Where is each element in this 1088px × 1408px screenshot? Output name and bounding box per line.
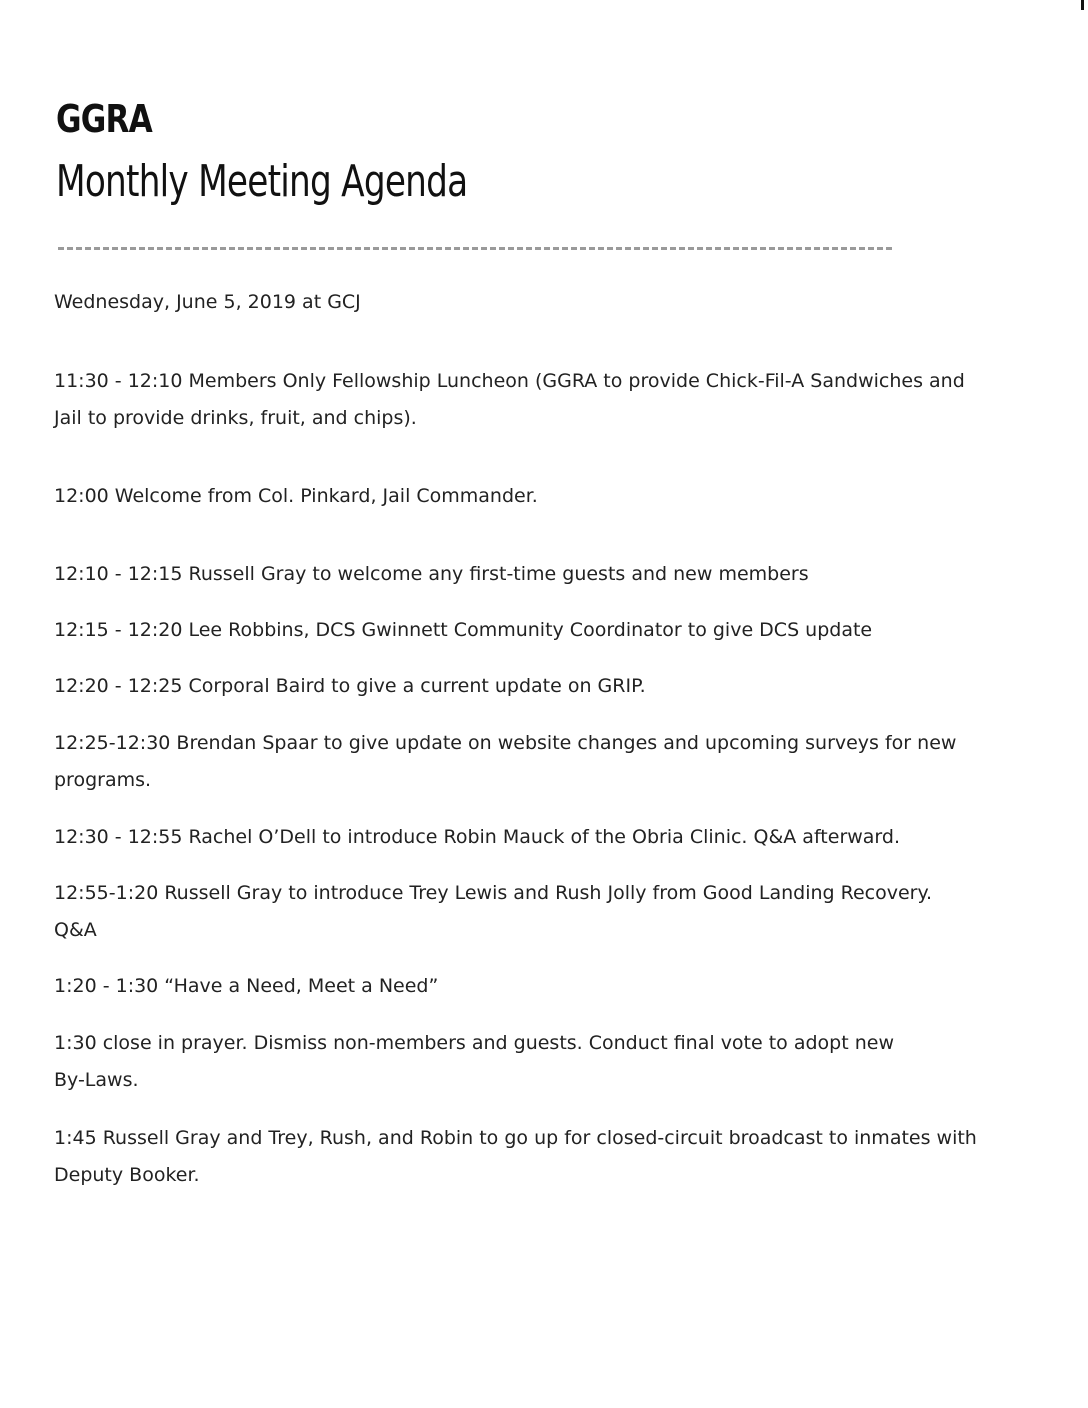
agenda-item-11-line-1: 1:45 Russell Gray and Trey, Rush, and Robin to go up for closed-circuit broadcast to inmates with: [54, 1127, 977, 1149]
agenda-item-2: 12:00 Welcome from Col. Pinkard, Jail Commander.: [54, 485, 538, 507]
agenda-item-10-line-1: 1:30 close in prayer. Dismiss non-members and guests. Conduct final vote to adopt new: [54, 1032, 894, 1054]
agenda-item-1-line-1: 11:30 - 12:10 Members Only Fellowship Luncheon (GGRA to provide Chick-Fil-A Sandwiches and: [54, 370, 965, 392]
agenda-item-6-line-2: programs.: [54, 769, 152, 791]
agenda-item-8-line-2: Q&A: [54, 919, 97, 941]
agenda-item-9: 1:20 - 1:30 “Have a Need, Meet a Need”: [54, 975, 439, 997]
org-title: GGRA: [56, 97, 152, 141]
agenda-item-8-line-1: 12:55-1:20 Russell Gray to introduce Trey Lewis and Rush Jolly from Good Landing Recovery.: [54, 882, 933, 904]
title-divider: [58, 247, 892, 250]
document-title: Monthly Meeting Agenda: [56, 156, 468, 207]
agenda-item-11-line-2: Deputy Booker.: [54, 1164, 200, 1186]
meeting-date-location: Wednesday, June 5, 2019 at GCJ: [54, 291, 361, 313]
agenda-item-7: 12:30 - 12:55 Rachel O’Dell to introduce Robin Mauck of the Obria Clinic. Q&A afterward.: [54, 826, 901, 848]
scan-mark: [1081, 0, 1084, 10]
agenda-item-4: 12:15 - 12:20 Lee Robbins, DCS Gwinnett Community Coordinator to give DCS update: [54, 619, 873, 641]
agenda-item-6-line-1: 12:25-12:30 Brendan Spaar to give update on website changes and upcoming surveys for new: [54, 732, 957, 754]
agenda-item-3: 12:10 - 12:15 Russell Gray to welcome any first-time guests and new members: [54, 563, 809, 585]
agenda-item-10-line-2: By-Laws.: [54, 1069, 139, 1091]
agenda-item-1-line-2: Jail to provide drinks, fruit, and chips).: [54, 407, 417, 429]
agenda-item-5: 12:20 - 12:25 Corporal Baird to give a current update on GRIP.: [54, 675, 646, 697]
